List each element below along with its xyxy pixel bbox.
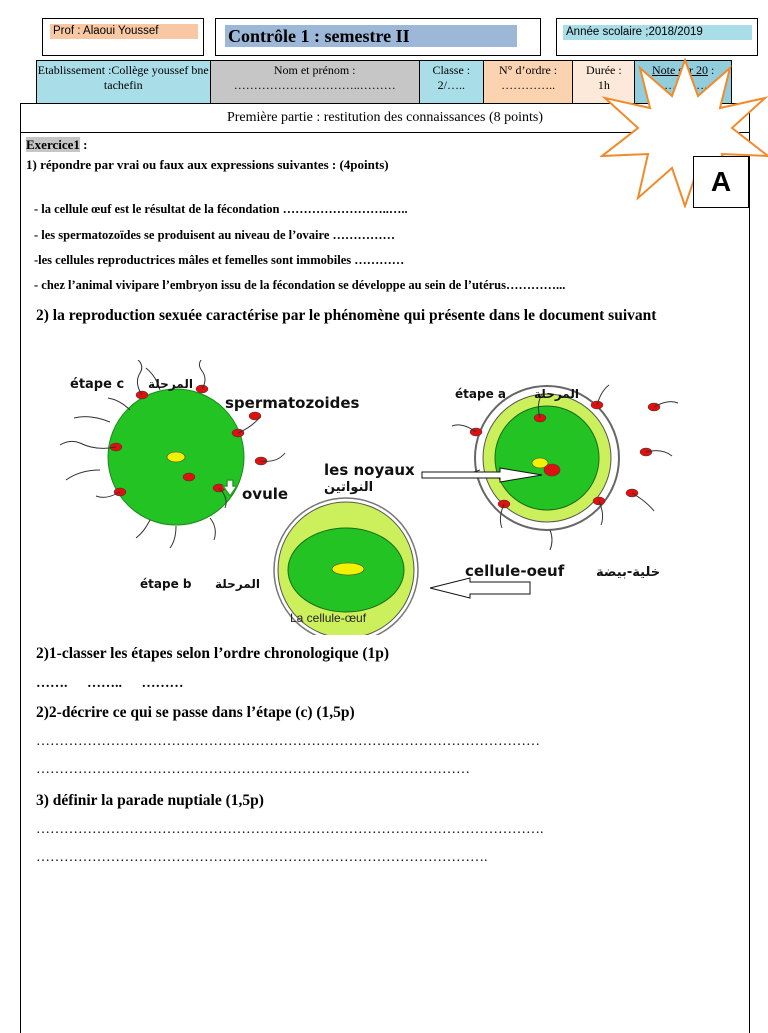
exercise-colon: : (79, 137, 88, 152)
question-2: 2) la reproduction sexuée caractérise par le phénomène qui présente dans le document suivant (36, 307, 657, 324)
egg-cell-arrow (430, 578, 530, 598)
exam-version-box: A (693, 156, 749, 208)
answer-2-2-line-1[interactable]: ……………………………………………………………………………………………… (36, 734, 540, 749)
order-number-cell[interactable] (484, 61, 574, 103)
answer-2-1[interactable] (36, 676, 184, 692)
label-etape-c: étape c (70, 377, 125, 392)
class-cell[interactable] (420, 61, 484, 103)
duration-value: 1h (597, 78, 610, 92)
class-label: Classe : (432, 63, 471, 77)
label-etape-a: étape a (455, 387, 506, 401)
question-3: 3) définir la parade nuptiale (1,5p) (36, 792, 264, 809)
label-spermatozoides: spermatozoides (225, 394, 360, 412)
name-label: Nom et prénom : (273, 63, 356, 77)
exercise-label: Exercice1 (26, 137, 80, 152)
part-sep: : (312, 110, 324, 125)
label-noyaux-ar: النواتين (324, 480, 374, 495)
answer-2-1-slot-1[interactable]: ……. (36, 676, 68, 691)
label-caption: La cellule-œuf (290, 611, 367, 625)
grade-colon: : (707, 63, 715, 77)
answer-2-1-slot-3[interactable]: ……… (141, 676, 184, 691)
answer-3-line-1[interactable]: ………………………………………………………………………………………………. (36, 822, 544, 837)
school-year: Année scolaire ;2018/2019 (563, 25, 752, 40)
part-subject: restitution des connaissances (323, 110, 486, 125)
order-number-field[interactable]: ………….. (501, 78, 556, 92)
question-2-2: 2)2-décrire ce qui se passe dans l’étape (c) (1,5p) (36, 704, 355, 721)
label-etape-b: étape b (140, 577, 192, 591)
class-field[interactable]: 2/….. (437, 78, 465, 92)
part-label: Première partie (226, 110, 313, 125)
statement-2[interactable]: - les spermatozoïdes se produisent au niveau de l’ovaire …………… (34, 228, 395, 242)
part-points: (8 points) (485, 110, 544, 125)
label-etape-c-ar: المرحلة (148, 377, 193, 391)
exam-title-box (215, 18, 541, 56)
name-field[interactable]: …………………………..……… (233, 78, 396, 92)
label-noyaux: les noyaux (324, 461, 415, 479)
duration-label: Durée : (586, 63, 622, 77)
answer-2-2-line-2[interactable]: ………………………………………………………………………………… (36, 762, 470, 777)
label-cellule-oeuf: cellule-oeuf (465, 562, 565, 580)
label-etape-a-ar: المرحلة (534, 387, 579, 401)
question-2-1: 2)1-classer les étapes selon l’ordre chronologique (1p) (36, 645, 390, 662)
grade-label: Note sur 20 (651, 63, 708, 77)
stage-a-ovule (452, 385, 678, 550)
exercise-heading (26, 137, 88, 153)
school-cell (37, 61, 211, 103)
school-name: Etablissement :Collège youssef bne tachefin (37, 63, 209, 92)
statement-3[interactable]: -les cellules reproductrices mâles et femelles sont immobiles ………… (34, 253, 405, 267)
label-ovule: ovule (242, 485, 289, 503)
exam-title: Contrôle 1 : semestre II (225, 25, 517, 47)
name-cell[interactable] (211, 61, 420, 103)
answer-2-1-slot-2[interactable]: …….. (87, 676, 122, 691)
teacher-name: Prof : Alaoui Youssef (50, 24, 198, 39)
answer-3-line-2[interactable]: ……………………………………………………………………………………. (36, 850, 488, 865)
label-cellule-oeuf-ar: خلية-بيضة (596, 565, 661, 580)
label-etape-b-ar: المرحلة (215, 577, 260, 591)
statement-1[interactable]: - la cellule œuf est le résultat de la fécondation ……………………..….. (34, 202, 408, 216)
statement-4[interactable]: - chez l’animal vivipare l’embryon issu de la fécondation se développe au sein de l’utérus…………... (34, 278, 566, 292)
order-number-label: N° d’ordre : (499, 63, 558, 77)
school-year-box (556, 18, 758, 56)
teacher-box (42, 18, 204, 56)
question-1: 1) répondre par vrai ou faux aux expressions suivantes : (4points) (26, 157, 389, 172)
fertilization-diagram (30, 360, 720, 635)
